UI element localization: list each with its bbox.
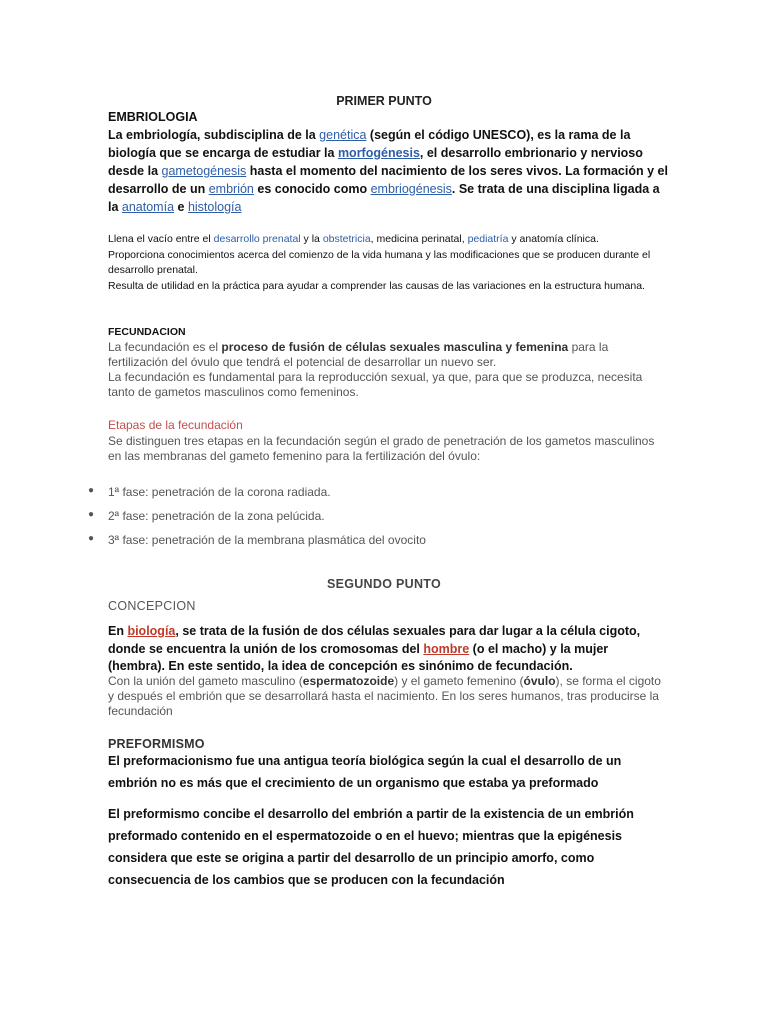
- link-morfogenesis[interactable]: morfogénesis: [337, 146, 420, 160]
- list-item: ● 1ª fase: penetración de la corona radiada.: [88, 485, 331, 499]
- prenatal-line-1: Llena el vacío entre el desarrollo prenatal y la obstetricia, medicina perinatal, pediatría y anatomía clínica.: [108, 233, 599, 245]
- concepcion-paragraph: En biología, se trata de la fusión de dos células sexuales para dar lugar a la célula cigoto, donde se encuentra la unión de los cromosomas del hombre (o el macho) y la mujer (hembra). En este sentido, la idea de concepción es sinónimo de fecundación.: [108, 624, 641, 673]
- bullet-dot-icon: ●: [88, 509, 95, 520]
- fecundacion-text-1: La fecundación es el proceso de fusión de células sexuales masculina y femenina para la fertilización del óvulo que tendrá el potencial de desarrollar un nuevo ser.: [108, 340, 609, 369]
- link-histologia[interactable]: histología: [187, 200, 242, 214]
- fecundacion-paragraph: [108, 340, 668, 400]
- intro-paragraph: La embriología, subdisciplina de la genética (según el código UNESCO), es la rama de la biología que se encarga de estudiar la morfogénesis, el desarrollo embrionario y nervioso desde la gametogénesis hasta el momento del nacimiento de los seres vivos. La formación y el desarrollo de un embrión es conocido como embriogénesis. Se trata de una disciplina ligada a la anatomía e histología: [108, 128, 668, 214]
- fecundacion-text-2: La fecundación es fundamental para la reproducción sexual, ya que, para que se produzca, necesita tanto de gametos masculinos como femeninos.: [108, 370, 643, 399]
- bullet-dot-icon: ●: [88, 485, 95, 496]
- link-hombre[interactable]: hombre: [423, 641, 470, 656]
- link-biologia[interactable]: biología: [127, 624, 176, 638]
- preformismo-paragraph-1: El preformacionismo fue una antigua teoría biológica según la cual el desarrollo de un embrión no es más que el crecimiento de un organismo que estaba ya preformado: [108, 754, 622, 790]
- etapas-list: [0, 485, 768, 557]
- link-obstetricia[interactable]: obstetricia: [322, 233, 371, 245]
- section-title-segundo-punto: SEGUNDO PUNTO: [326, 577, 442, 591]
- link-genetica[interactable]: genética: [319, 128, 367, 142]
- link-desarrollo-prenatal[interactable]: desarrollo prenatal: [213, 233, 301, 245]
- heading-preformismo: PREFORMISMO: [108, 737, 205, 751]
- concepcion-gray-paragraph: Con la unión del gameto masculino (espermatozoide) y el gameto femenino (óvulo), se forma el cigoto y después el embrión que se desarrollará hasta el nacimiento. En los seres humanos, tras producirse la fecundación: [108, 674, 661, 718]
- etapas-text: Se distinguen tres etapas en la fecundación según el grado de penetración de los gametos masculinos en las membranas del gameto femenino para la fertilización del óvulo:: [108, 434, 655, 463]
- link-anatomia[interactable]: anatomía: [121, 200, 175, 214]
- prenatal-line-2: Proporciona conocimientos acerca del comienzo de la vida humana y las modificaciones que se producen durante el desarrollo prenatal.: [108, 248, 651, 276]
- list-item: ● 3ª fase: penetración de la membrana plasmática del ovocito: [88, 533, 426, 547]
- heading-concepcion: CONCEPCION: [108, 599, 196, 613]
- preformismo-paragraph-2: El preformismo concibe el desarrollo del embrión a partir de la existencia de un embrión preformado contenido en el espermatozoide o en el huevo; mientras que la epigénesis considera que este se origina a partir del desarrollo de un principio amorfo, como consecuencia de los cambios que se producen con la fecundación: [108, 807, 634, 887]
- prenatal-paragraph: [108, 232, 668, 294]
- link-gametogenesis[interactable]: gametogénesis: [161, 164, 247, 178]
- heading-etapas: Etapas de la fecundación: [108, 418, 243, 432]
- section-title-primer-punto: PRIMER PUNTO: [336, 94, 432, 108]
- link-embriogenesis[interactable]: embriogénesis: [370, 182, 452, 196]
- link-embrion[interactable]: embrión: [208, 182, 254, 196]
- heading-fecundacion: FECUNDACION: [108, 326, 186, 338]
- heading-embriologia: EMBRIOLOGIA: [108, 110, 198, 124]
- link-pediatria[interactable]: pediatría: [467, 233, 509, 245]
- prenatal-line-3: Resulta de utilidad en la práctica para ayudar a comprender las causas de las variaciones en la estructura humana.: [108, 279, 645, 292]
- bullet-dot-icon: ●: [88, 533, 95, 544]
- list-item: ● 2ª fase: penetración de la zona pelúcida.: [88, 509, 325, 523]
